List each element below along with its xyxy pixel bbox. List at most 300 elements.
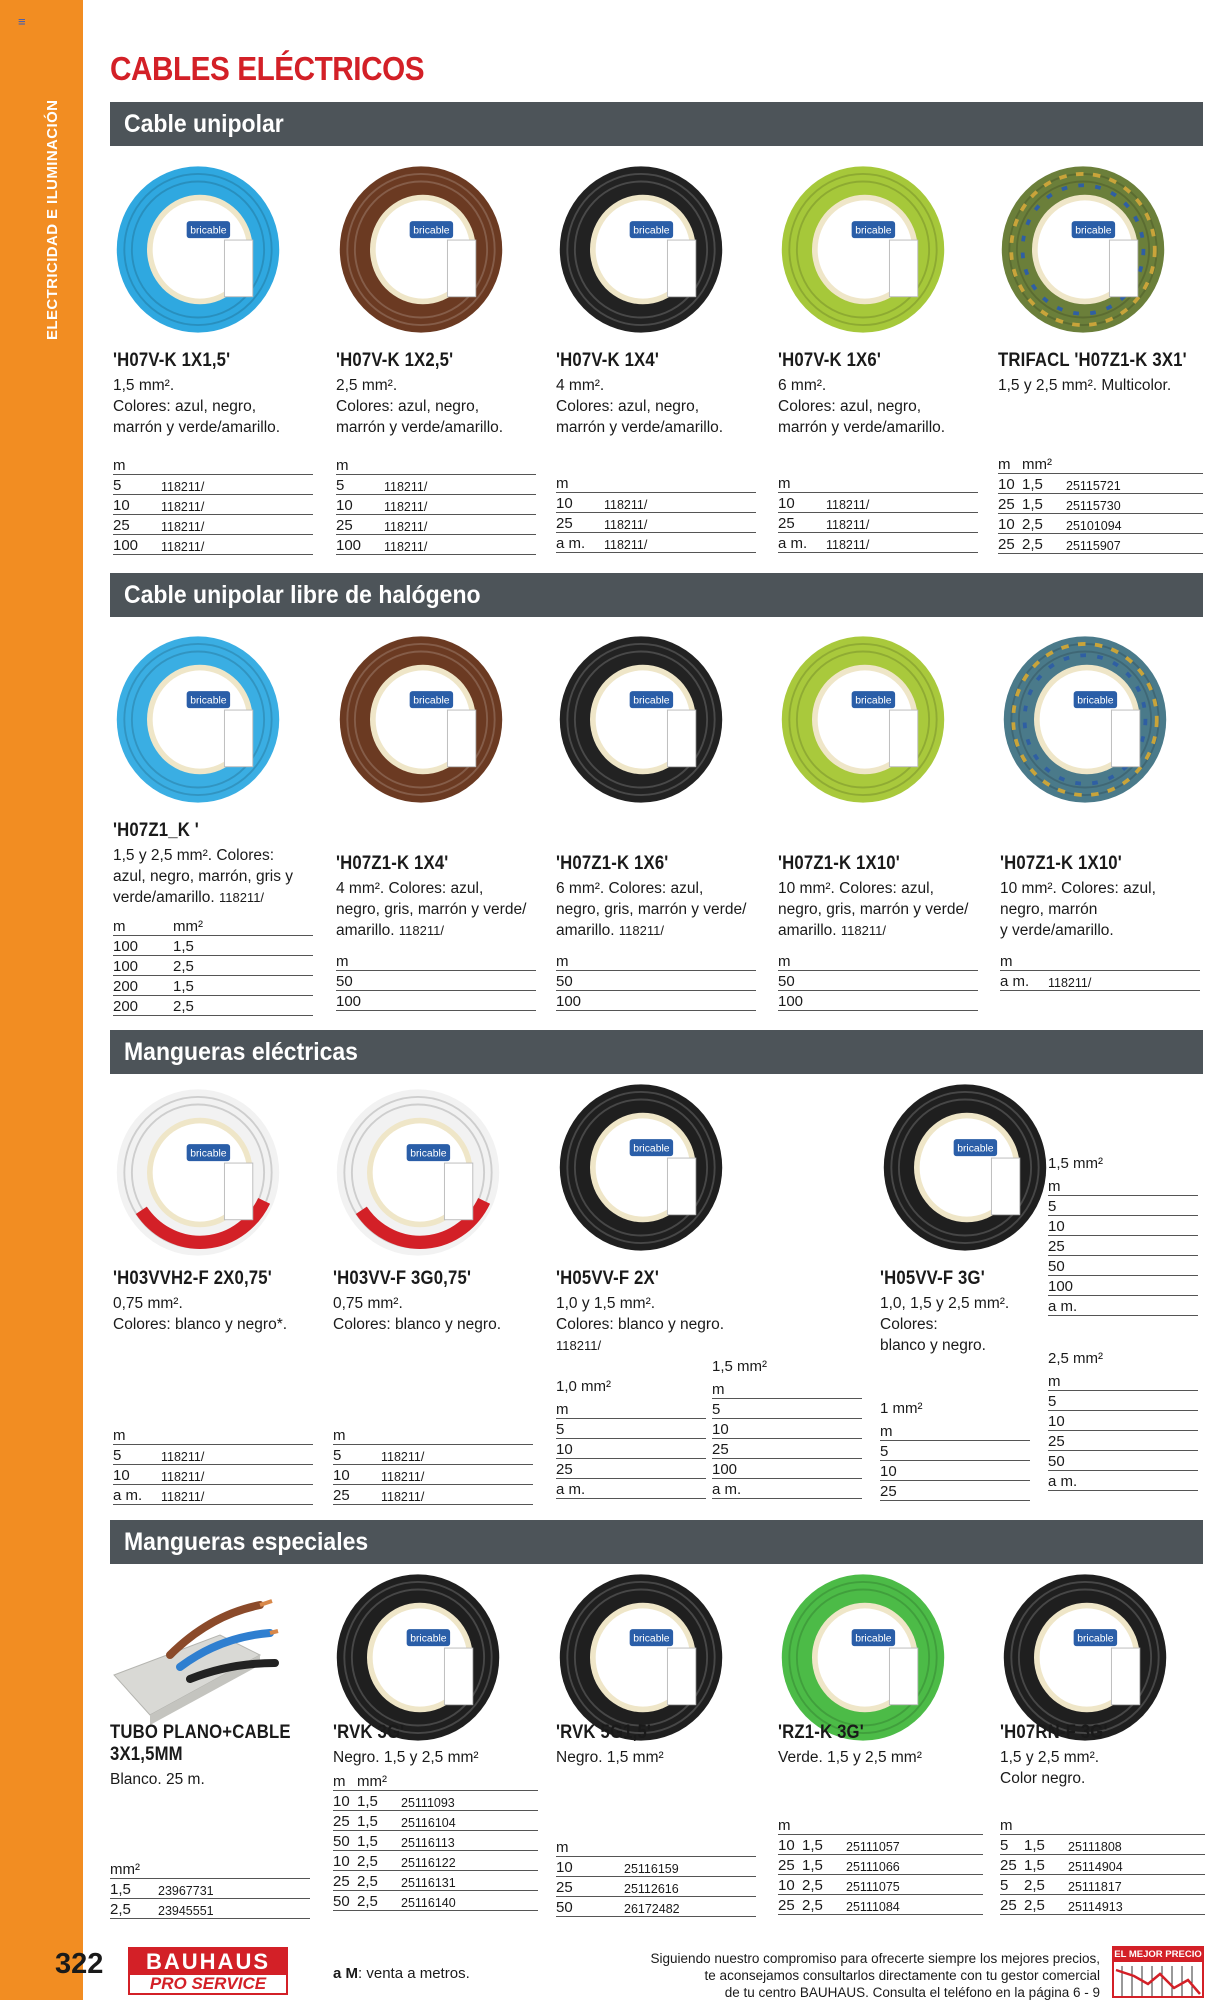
table-cell: m bbox=[1048, 1175, 1198, 1195]
table-cell: m bbox=[556, 1398, 706, 1418]
table-row bbox=[1000, 1814, 1205, 1834]
svg-text:bricable: bricable bbox=[190, 225, 227, 237]
table-cell: a m. bbox=[712, 1478, 862, 1498]
menu-icon[interactable]: ≡ bbox=[18, 14, 26, 29]
product-description: Negro. 1,5 y 2,5 mm² bbox=[333, 1749, 479, 1766]
sizes-table bbox=[778, 472, 978, 553]
table-cell: a m. bbox=[1048, 1470, 1198, 1490]
sizes-table bbox=[998, 453, 1203, 554]
table-row bbox=[998, 453, 1203, 473]
svg-text:bricable: bricable bbox=[190, 1148, 227, 1160]
table-row bbox=[1048, 1175, 1198, 1195]
legend: a M: venta a metros. bbox=[333, 1965, 470, 1982]
table-cell: 2,5 bbox=[802, 1874, 838, 1894]
table-cell bbox=[838, 1814, 983, 1834]
table-cell: 200 bbox=[113, 995, 173, 1015]
sizes-table bbox=[336, 950, 536, 1011]
table-row bbox=[333, 1850, 538, 1870]
table-cell: m bbox=[556, 1836, 616, 1856]
table-row bbox=[556, 1896, 756, 1916]
product-description: 4 mm². Colores: azul, negro, marrón y verde/amarillo. bbox=[556, 377, 724, 436]
product-description: 0,75 mm². Colores: blanco y negro*. bbox=[113, 1295, 288, 1333]
sizes-table bbox=[113, 1424, 313, 1505]
table-cell: 2,5 bbox=[357, 1890, 393, 1910]
table-cell: 25111066 bbox=[838, 1854, 983, 1874]
table-cell: 118211/ bbox=[153, 514, 313, 534]
table-cell: 1,5 bbox=[1024, 1854, 1060, 1874]
table-row bbox=[333, 1790, 538, 1810]
table-cell: mm² bbox=[357, 1770, 393, 1790]
table-row bbox=[778, 532, 978, 552]
table-cell: 1,5 bbox=[110, 1878, 150, 1898]
table-row bbox=[1048, 1215, 1198, 1235]
table-row bbox=[778, 970, 978, 990]
product-image bbox=[556, 1080, 726, 1260]
table-cell: 25115730 bbox=[1058, 493, 1203, 513]
table-row bbox=[113, 514, 313, 534]
table-cell: 25 bbox=[113, 514, 153, 534]
table-cell: 25 bbox=[1048, 1430, 1198, 1450]
table-row bbox=[778, 472, 978, 492]
table-row bbox=[712, 1438, 862, 1458]
svg-text:bricable: bricable bbox=[957, 1143, 994, 1155]
table-cell: m bbox=[333, 1770, 357, 1790]
table-cell bbox=[1024, 1814, 1060, 1834]
table-row bbox=[778, 950, 978, 970]
table-row bbox=[113, 534, 313, 554]
table-cell: 2,5 bbox=[802, 1894, 838, 1914]
table-cell: 10 bbox=[556, 492, 596, 512]
table-cell: 25116159 bbox=[616, 1856, 756, 1876]
price-chart-icon bbox=[1114, 1962, 1202, 1998]
table-cell: 118211/ bbox=[153, 494, 313, 514]
table-row bbox=[336, 970, 536, 990]
table-row bbox=[333, 1870, 538, 1890]
table-row bbox=[712, 1378, 862, 1398]
table-cell: 25 bbox=[333, 1484, 373, 1504]
table-cell: 25116104 bbox=[393, 1810, 538, 1830]
table-cell: 25112616 bbox=[616, 1876, 756, 1896]
table-row bbox=[556, 1438, 706, 1458]
table-row bbox=[1048, 1275, 1198, 1295]
table-row bbox=[336, 454, 536, 474]
table-header: 1,5 mm² bbox=[1048, 1155, 1104, 1172]
product-name: 'H07Z1_K ' bbox=[113, 820, 199, 841]
sizes-table bbox=[556, 950, 756, 1011]
table-cell: m bbox=[1000, 950, 1040, 970]
table-row bbox=[110, 1878, 310, 1898]
sizes-table bbox=[556, 1836, 756, 1917]
table-cell: 10 bbox=[778, 1874, 802, 1894]
table-row bbox=[110, 1898, 310, 1918]
svg-text:bricable: bricable bbox=[633, 695, 670, 707]
page-title: CABLES ELÉCTRICOS bbox=[110, 50, 425, 87]
table-row bbox=[1048, 1410, 1198, 1430]
table-cell: 118211/ bbox=[376, 474, 536, 494]
table-cell: 1,5 bbox=[357, 1810, 393, 1830]
table-cell: 5 bbox=[336, 474, 376, 494]
table-row bbox=[336, 950, 536, 970]
table-row bbox=[880, 1480, 1030, 1500]
product-description: 10 mm². Colores: azul, negro, gris, marrón y verde/ amarillo. 118211/ bbox=[778, 880, 969, 939]
table-row bbox=[336, 534, 536, 554]
table-cell bbox=[818, 472, 978, 492]
product-description: 1,5 y 2,5 mm². Colores: azul, negro, marrón, gris y verde/amarillo. 118211/ bbox=[113, 847, 294, 906]
table-cell: 25 bbox=[778, 1854, 802, 1874]
table-row bbox=[778, 1854, 983, 1874]
sizes-table bbox=[778, 950, 978, 1011]
table-cell: 5 bbox=[712, 1398, 862, 1418]
table-row bbox=[336, 494, 536, 514]
table-cell: 25116131 bbox=[393, 1870, 538, 1890]
table-cell: 25 bbox=[333, 1810, 357, 1830]
product-description: 2,5 mm². Colores: azul, negro, marrón y verde/amarillo. bbox=[336, 377, 504, 436]
table-cell: 25111057 bbox=[838, 1834, 983, 1854]
table-cell: 118211/ bbox=[153, 534, 313, 554]
product-name: 'H07V-K 1X6' bbox=[778, 350, 882, 371]
table-cell: 50 bbox=[556, 1896, 616, 1916]
table-header: 2,5 mm² bbox=[1048, 1350, 1104, 1367]
table-cell bbox=[153, 454, 313, 474]
table-cell: 1,5 bbox=[1024, 1834, 1060, 1854]
table-row bbox=[1000, 950, 1200, 970]
table-cell: 5 bbox=[1048, 1195, 1198, 1215]
table-cell: 10 bbox=[113, 494, 153, 514]
svg-text:bricable: bricable bbox=[633, 1633, 670, 1645]
table-cell: 26172482 bbox=[616, 1896, 756, 1916]
table-cell: 1,5 bbox=[357, 1830, 393, 1850]
sizes-table bbox=[333, 1770, 538, 1911]
table-cell: 118211/ bbox=[596, 512, 756, 532]
section-header-mangueras-especiales: Mangueras especiales bbox=[110, 1520, 1203, 1564]
product-image bbox=[778, 632, 948, 812]
table-row bbox=[113, 454, 313, 474]
table-row bbox=[333, 1444, 533, 1464]
table-row bbox=[778, 990, 978, 1010]
sizes-table bbox=[110, 1858, 310, 1919]
table-cell: 118211/ bbox=[153, 1444, 313, 1464]
table-row bbox=[998, 513, 1203, 533]
table-cell: 10 bbox=[556, 1856, 616, 1876]
badge-label: EL MEJOR PRECIO bbox=[1114, 1949, 1202, 1960]
table-row bbox=[113, 935, 313, 955]
table-row bbox=[1000, 970, 1200, 990]
svg-text:bricable: bricable bbox=[190, 695, 227, 707]
product-description: 0,75 mm². Colores: blanco y negro. bbox=[333, 1295, 502, 1333]
table-cell: 100 bbox=[113, 534, 153, 554]
table-row bbox=[778, 1814, 983, 1834]
product-image bbox=[1000, 632, 1170, 812]
product-image bbox=[113, 162, 283, 342]
table-cell: 1,5 bbox=[173, 935, 313, 955]
table-cell: 5 bbox=[880, 1440, 1030, 1460]
table-cell: 10 bbox=[880, 1460, 1030, 1480]
table-cell: 10 bbox=[333, 1850, 357, 1870]
table-cell: 1,5 bbox=[1022, 473, 1058, 493]
table-cell: m bbox=[336, 950, 536, 970]
product-image bbox=[110, 1575, 280, 1730]
table-cell: 25116140 bbox=[393, 1890, 538, 1910]
table-cell: a m. bbox=[556, 532, 596, 552]
table-cell: 100 bbox=[712, 1458, 862, 1478]
table-cell bbox=[376, 454, 536, 474]
table-cell: 25114913 bbox=[1060, 1894, 1205, 1914]
svg-text:bricable: bricable bbox=[855, 1633, 892, 1645]
table-cell: 10 bbox=[998, 473, 1022, 493]
table-cell: 25 bbox=[556, 1458, 706, 1478]
table-row bbox=[1000, 1894, 1205, 1914]
table-cell: 118211/ bbox=[376, 514, 536, 534]
table-cell: 118211/ bbox=[153, 1464, 313, 1484]
table-cell: 2,5 bbox=[1022, 533, 1058, 553]
table-cell: 25 bbox=[998, 493, 1022, 513]
table-cell: 50 bbox=[556, 970, 756, 990]
product-description: 1,0 y 1,5 mm². Colores: blanco y negro. 118211/ bbox=[556, 1295, 725, 1353]
table-cell: 118211/ bbox=[153, 474, 313, 494]
svg-text:bricable: bricable bbox=[1077, 695, 1114, 707]
product-ref: 118211/ bbox=[840, 923, 886, 938]
table-cell: 2,5 bbox=[357, 1850, 393, 1870]
table-cell: 5 bbox=[1000, 1874, 1024, 1894]
table-cell: 25101094 bbox=[1058, 513, 1203, 533]
table-cell: 100 bbox=[556, 990, 756, 1010]
table-cell: m bbox=[556, 950, 756, 970]
product-image bbox=[778, 162, 948, 342]
sizes-table bbox=[556, 472, 756, 553]
table-cell: a m. bbox=[778, 532, 818, 552]
table-cell: 10 bbox=[778, 1834, 802, 1854]
table-row bbox=[556, 970, 756, 990]
best-price-badge bbox=[1112, 1946, 1204, 1998]
table-cell: 10 bbox=[1048, 1215, 1198, 1235]
table-cell: 118211/ bbox=[153, 1484, 313, 1504]
section-header-cable-unipolar: Cable unipolar bbox=[110, 102, 1203, 146]
table-cell: 1,5 bbox=[802, 1834, 838, 1854]
table-row bbox=[113, 995, 313, 1015]
table-cell: m bbox=[336, 454, 376, 474]
product-image bbox=[336, 162, 506, 342]
table-cell: 118211/ bbox=[373, 1464, 533, 1484]
product-image bbox=[336, 632, 506, 812]
table-cell: 2,5 bbox=[110, 1898, 150, 1918]
table-row bbox=[1048, 1235, 1198, 1255]
table-cell: 118211/ bbox=[596, 492, 756, 512]
table-cell: 25111817 bbox=[1060, 1874, 1205, 1894]
table-row bbox=[1048, 1430, 1198, 1450]
table-cell: 2,5 bbox=[1024, 1874, 1060, 1894]
sizes-table bbox=[556, 1378, 706, 1499]
table-row bbox=[333, 1810, 538, 1830]
table-row bbox=[1000, 1854, 1205, 1874]
table-cell: m bbox=[1000, 1814, 1024, 1834]
table-row bbox=[333, 1770, 538, 1790]
table-row bbox=[556, 1836, 756, 1856]
product-description: Blanco. 25 m. bbox=[110, 1771, 205, 1788]
product-name: 'RVK 3G' bbox=[333, 1722, 405, 1743]
table-row bbox=[113, 1424, 313, 1444]
product-name: 'H05VV-F 2X' bbox=[556, 1268, 660, 1289]
table-row bbox=[333, 1830, 538, 1850]
table-cell bbox=[153, 1424, 313, 1444]
page-number: 322 bbox=[55, 1948, 104, 1980]
svg-text:bricable: bricable bbox=[1075, 225, 1112, 237]
table-cell: 23967731 bbox=[150, 1878, 310, 1898]
sizes-table bbox=[333, 1424, 533, 1505]
table-row bbox=[556, 990, 756, 1010]
product-name: 'H07V-K 1X2,5' bbox=[336, 350, 454, 371]
table-cell: m bbox=[333, 1424, 373, 1444]
table-row bbox=[1048, 1195, 1198, 1215]
table-row bbox=[556, 1458, 706, 1478]
table-cell: 23945551 bbox=[150, 1898, 310, 1918]
table-cell: 5 bbox=[333, 1444, 373, 1464]
product-description: Negro. 1,5 mm² bbox=[556, 1749, 664, 1766]
table-cell: 100 bbox=[336, 990, 536, 1010]
table-cell: m bbox=[113, 454, 153, 474]
product-ref: 118211/ bbox=[618, 923, 664, 938]
product-description: Verde. 1,5 y 2,5 mm² bbox=[778, 1749, 922, 1766]
table-cell: 25111093 bbox=[393, 1790, 538, 1810]
table-row bbox=[778, 1834, 983, 1854]
table-cell: 1,5 bbox=[1022, 493, 1058, 513]
table-row bbox=[880, 1420, 1030, 1440]
table-cell: 50 bbox=[778, 970, 978, 990]
table-row bbox=[1000, 1834, 1205, 1854]
table-cell: 118211/ bbox=[376, 494, 536, 514]
table-cell: 5 bbox=[556, 1418, 706, 1438]
logo-top-text: BAUHAUS bbox=[128, 1947, 288, 1973]
product-description: 1,5 y 2,5 mm². Color negro. bbox=[1000, 1749, 1100, 1787]
table-cell: 10 bbox=[712, 1418, 862, 1438]
table-cell: 100 bbox=[1048, 1275, 1198, 1295]
sidebar-label: ELECTRICIDAD E ILUMINACIÓN bbox=[44, 99, 61, 340]
table-row bbox=[556, 492, 756, 512]
table-row bbox=[556, 1398, 706, 1418]
svg-text:bricable: bricable bbox=[633, 1143, 670, 1155]
table-cell: 50 bbox=[1048, 1255, 1198, 1275]
table-row bbox=[1048, 1390, 1198, 1410]
table-cell: 25 bbox=[556, 512, 596, 532]
price-note: Siguiendo nuestro compromiso para ofrecerte siempre los mejores precios, te aconsejamos consultarlos directamente con tu gestor comercial de tu centro BAUHAUS. Consulta el teléfono en la página 6 - 9 bbox=[650, 1951, 1100, 2000]
table-cell: m bbox=[1048, 1370, 1198, 1390]
table-row bbox=[556, 950, 756, 970]
product-description: 1,0, 1,5 y 2,5 mm². Colores: blanco y negro. bbox=[880, 1295, 1010, 1354]
sizes-table bbox=[778, 1814, 983, 1915]
table-cell: 50 bbox=[336, 970, 536, 990]
table-row bbox=[1048, 1255, 1198, 1275]
section-header-mangueras-electricas: Mangueras eléctricas bbox=[110, 1030, 1203, 1074]
product-description: 6 mm². Colores: azul, negro, marrón y verde/amarillo. bbox=[778, 377, 946, 436]
table-cell bbox=[393, 1770, 538, 1790]
product-description: 1,5 mm². Colores: azul, negro, marrón y verde/amarillo. bbox=[113, 377, 281, 436]
bauhaus-logo[interactable] bbox=[128, 1947, 288, 1995]
svg-text:bricable: bricable bbox=[413, 695, 450, 707]
table-cell: 25 bbox=[778, 1894, 802, 1914]
table-header: 1 mm² bbox=[880, 1400, 923, 1417]
product-description: 6 mm². Colores: azul, negro, gris, marrón y verde/ amarillo. 118211/ bbox=[556, 880, 747, 939]
table-cell: 1,5 bbox=[173, 975, 313, 995]
table-cell: 1,5 bbox=[802, 1854, 838, 1874]
product-name: 'H07RN-F 3G' bbox=[1000, 1722, 1108, 1743]
table-row bbox=[712, 1458, 862, 1478]
svg-text:bricable: bricable bbox=[410, 1633, 447, 1645]
table-cell: 118211/ bbox=[373, 1444, 533, 1464]
sizes-table bbox=[1048, 1155, 1198, 1316]
section-header-libre-halogeno: Cable unipolar libre de halógeno bbox=[110, 573, 1203, 617]
sizes-table bbox=[336, 454, 536, 555]
table-cell: 50 bbox=[333, 1830, 357, 1850]
svg-text:bricable: bricable bbox=[1077, 1633, 1114, 1645]
table-row bbox=[1048, 1370, 1198, 1390]
table-cell bbox=[596, 472, 756, 492]
table-cell: a m. bbox=[1048, 1295, 1198, 1315]
table-cell: m bbox=[778, 472, 818, 492]
product-name: TUBO PLANO+CABLE 3X1,5MM bbox=[110, 1722, 291, 1765]
table-row bbox=[880, 1460, 1030, 1480]
product-ref: 118211/ bbox=[398, 923, 444, 938]
table-cell: 25 bbox=[556, 1876, 616, 1896]
svg-text:bricable: bricable bbox=[633, 225, 670, 237]
table-row bbox=[113, 1484, 313, 1504]
product-image bbox=[998, 162, 1168, 342]
table-row bbox=[333, 1464, 533, 1484]
table-cell bbox=[616, 1836, 756, 1856]
table-cell: 10 bbox=[998, 513, 1022, 533]
product-image bbox=[333, 1085, 503, 1265]
table-cell: m bbox=[113, 1424, 153, 1444]
table-row bbox=[998, 473, 1203, 493]
table-row bbox=[556, 1418, 706, 1438]
table-cell: 118211/ bbox=[373, 1484, 533, 1504]
table-cell: 200 bbox=[113, 975, 173, 995]
table-cell bbox=[150, 1858, 310, 1878]
table-cell: 50 bbox=[333, 1890, 357, 1910]
table-cell: 10 bbox=[556, 1438, 706, 1458]
table-cell: 25116122 bbox=[393, 1850, 538, 1870]
table-cell: 25 bbox=[778, 512, 818, 532]
table-cell: 118211/ bbox=[818, 532, 978, 552]
table-cell: 10 bbox=[778, 492, 818, 512]
product-description: 1,5 y 2,5 mm². Multicolor. bbox=[998, 377, 1172, 394]
table-cell bbox=[373, 1424, 533, 1444]
table-cell: 100 bbox=[113, 935, 173, 955]
table-cell: 10 bbox=[113, 1464, 153, 1484]
table-row bbox=[998, 533, 1203, 553]
table-cell: m bbox=[556, 472, 596, 492]
product-name: 'H05VV-F 3G' bbox=[880, 1268, 985, 1289]
table-row bbox=[556, 512, 756, 532]
table-row bbox=[556, 472, 756, 492]
svg-text:bricable: bricable bbox=[855, 695, 892, 707]
table-cell: 5 bbox=[113, 1444, 153, 1464]
product-name: 'RVK 5G1,5' bbox=[556, 1722, 652, 1743]
table-cell: 5 bbox=[1000, 1834, 1024, 1854]
table-cell: 10 bbox=[1048, 1410, 1198, 1430]
table-cell: a m. bbox=[556, 1478, 706, 1498]
table-cell: 25 bbox=[880, 1480, 1030, 1500]
svg-text:bricable: bricable bbox=[410, 1148, 447, 1160]
table-row bbox=[556, 532, 756, 552]
table-cell: 10 bbox=[333, 1464, 373, 1484]
table-cell: mm² bbox=[110, 1858, 150, 1878]
table-cell: m bbox=[778, 950, 978, 970]
sizes-table bbox=[1000, 950, 1200, 991]
table-row bbox=[778, 1894, 983, 1914]
table-header: 1,5 mm² bbox=[712, 1358, 768, 1375]
table-cell: mm² bbox=[1022, 453, 1058, 473]
sidebar bbox=[0, 0, 83, 2000]
product-image bbox=[113, 632, 283, 812]
